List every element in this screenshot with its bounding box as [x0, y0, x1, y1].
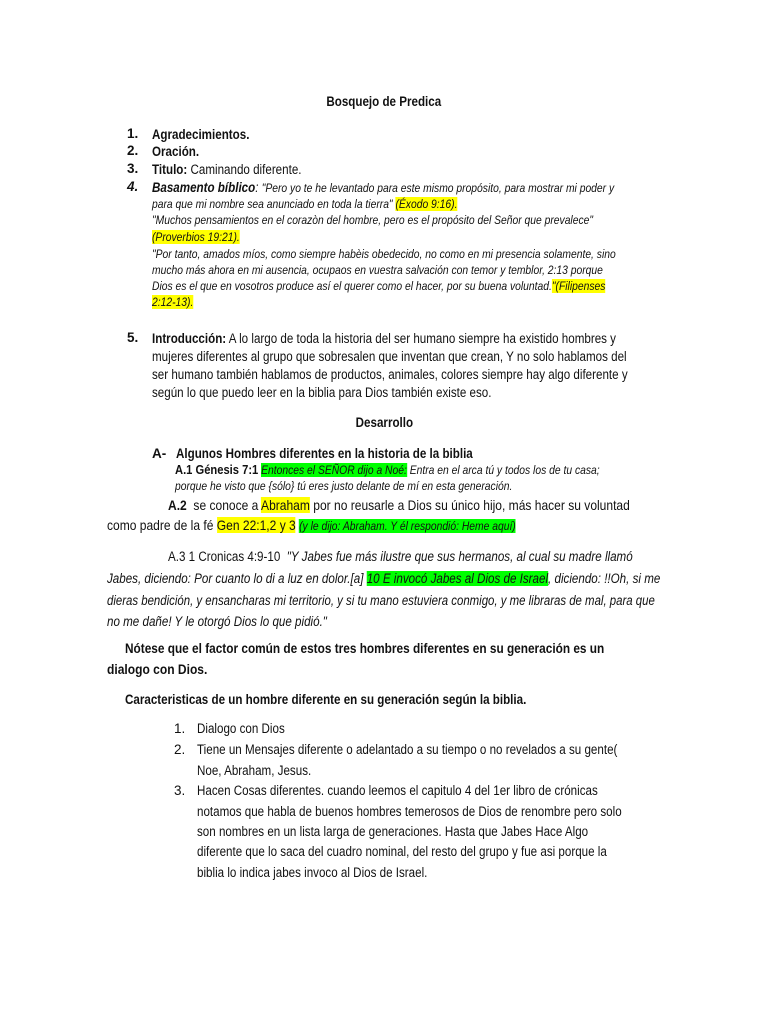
filipenses-reference-end: 2:12-13).: [152, 295, 194, 309]
list-number-5: 5.: [127, 330, 139, 345]
footnote-link[interactable]: [a]: [350, 571, 364, 586]
caract-number-3: 3.: [174, 783, 186, 798]
item-3-label: Titulo:: [152, 162, 188, 177]
item-4-quote-3b: mucho más ahora en mi ausencia, ocupaos en vuestra salvación con temor y temblor, 2:13 porque: [152, 263, 603, 277]
list-number-2: 2.: [127, 143, 139, 158]
list-number-1: 1.: [127, 126, 139, 141]
a3-label: A.3 1 Cronicas 4:9-10: [168, 549, 281, 564]
caract-item-3-line-3: son nombres en un lista larga de generaciones. Hasta que Jabes Hace Algo: [197, 824, 589, 839]
a3-line-1: A.3 1 Cronicas 4:9-10 "Y Jabes fue más ilustre que sus hermanos, al cual su madre llamó: [168, 549, 633, 564]
caracteristicas-heading: Caracteristicas de un hombre diferente en su generación según la biblia.: [125, 692, 527, 707]
proverbios-reference: (Proverbios 19:21).: [152, 230, 240, 244]
page-title: Bosquejo de Predica: [326, 94, 442, 109]
a2-line-1: A.2 se conoce a Abraham por no reusarle a Dios su único hijo, más hacer su voluntad: [168, 497, 630, 513]
item-4-quote-1b: para que mi nombre sea anunciado en toda la tierra" (Éxodo 9:16).: [152, 197, 458, 211]
list-item-3: [152, 161, 326, 178]
a1-line-1: A.1 Génesis 7:1 Entonces el SEÑOR dijo a Noé: Entra en el arca tú y todos los de tu casa;: [175, 462, 600, 477]
desarrollo-heading: Desarrollo: [355, 415, 413, 430]
item-4-quote-3c: Dios es el que en vosotros produce así el querer como el hacer, por su buena voluntad."(Filipenses: [152, 279, 606, 293]
a2-line-2: como padre de la fé Gen 22:1,2 y 3 (y le dijo: Abraham. Y él respondió: Heme aquí): [107, 517, 516, 533]
caract-number-2: 2.: [174, 742, 186, 757]
abraham-highlight: Abraham: [261, 497, 310, 513]
a2-label: A.2: [168, 497, 187, 513]
a1-green-highlight: Entonces el SEÑOR dijo a Noé:: [261, 463, 407, 477]
a3-line-2: Jabes, diciendo: Por cuanto lo di a luz en dolor.[a] 10 E invocó Jabes al Dios de Israel, diciendo: !!Oh, si me: [107, 571, 661, 586]
item-5-label: Introducción:: [152, 331, 227, 346]
filipenses-reference: "(Filipenses: [551, 279, 606, 293]
a1-line-2: porque he visto que {sólo} tú eres justo delante de mí en esta generación.: [175, 479, 513, 493]
genesis-reference: Gen 22:1,2 y 3: [216, 517, 296, 533]
a2-green-highlight: (y le dijo: Abraham. Y él respondió: Heme aquí): [299, 519, 516, 533]
list-item-5: Introducción: A lo largo de toda la historia del ser humano siempre ha existido hombres y: [152, 331, 616, 346]
list-item-4: Basamento bíblico: "Pero yo te he levantado para este mismo propósito, para mostrar mi poder y: [152, 180, 615, 195]
section-a-marker: A-: [152, 446, 167, 461]
caract-item-3-line-4: diferente que lo saca del cuadro nominal, del resto del grupo y fue asi porque la: [197, 844, 607, 859]
item-4-label: Basamento bíblico: [152, 180, 256, 195]
a1-label: A.1 Génesis 7:1: [175, 462, 259, 477]
caract-item-3-line-1: Hacen Cosas diferentes. cuando leemos el capitulo 4 del 1er libro de crónicas: [197, 783, 598, 798]
exodo-reference: (Éxodo 9:16).: [395, 197, 458, 211]
caract-item-2-line-2: Noe, Abraham, Jesus.: [197, 763, 312, 778]
a3-line-3: dieras bendición, y ensancharas mi territorio, y si tu mano estuviera conmigo, y me libraras de mal, para que: [107, 593, 655, 608]
item-5-line-3: ser humano también hablamos de productos, animales, colores siempre hay algo diferente y: [152, 367, 628, 382]
list-item-2: Oración.: [152, 144, 200, 159]
list-item-1: Agradecimientos.: [152, 127, 250, 142]
notese-line-1: Nótese que el factor común de estos tres hombres diferentes en su generación es un: [125, 640, 605, 656]
item-4-quote-2: "Muchos pensamientos en el corazòn del hombre, pero es el propósito del Señor que prevalece": [152, 213, 594, 227]
a3-line-4: no me dañe! Y le otorgó Dios lo que pidió.": [107, 614, 327, 629]
section-a-heading: Algunos Hombres diferentes en la historia de la biblia: [176, 446, 473, 461]
a3-green-highlight: 10 E invocó Jabes al Dios de Israel: [366, 571, 549, 586]
item-4-quote-1: "Pero yo te he levantado para este mismo propósito, para mostrar mi poder y: [261, 181, 615, 195]
item-3-text: Caminando diferente.: [190, 162, 302, 177]
caract-item-2-line-1: Tiene un Mensajes diferente o adelantado a su tiempo o no revelados a su gente(: [197, 742, 618, 757]
list-number-4: 4.: [127, 179, 139, 194]
caract-item-3-line-2: notamos que habla de buenos hombres temerosos de Dios de renombre pero solo: [197, 804, 622, 819]
caract-number-1: 1.: [174, 721, 186, 736]
item-5-line-4: según lo que puedo leer en la biblia para Dios también existe eso.: [152, 385, 492, 400]
caract-item-1: Dialogo con Dios: [197, 721, 285, 736]
item-4-quote-3a: "Por tanto, amados míos, como siempre habèis obedecido, no como en mi presencia solamente, sino: [152, 247, 616, 261]
caract-item-3-line-5: biblia lo indica jabes invoco al Dios de Israel.: [197, 865, 428, 880]
item-5-line-2: mujeres diferentes al grupo que sobresalen que inventan que crean, Y no solo hablamos del: [152, 349, 627, 364]
notese-line-2: dialogo con Dios.: [107, 661, 208, 677]
list-number-3: 3.: [127, 161, 139, 176]
